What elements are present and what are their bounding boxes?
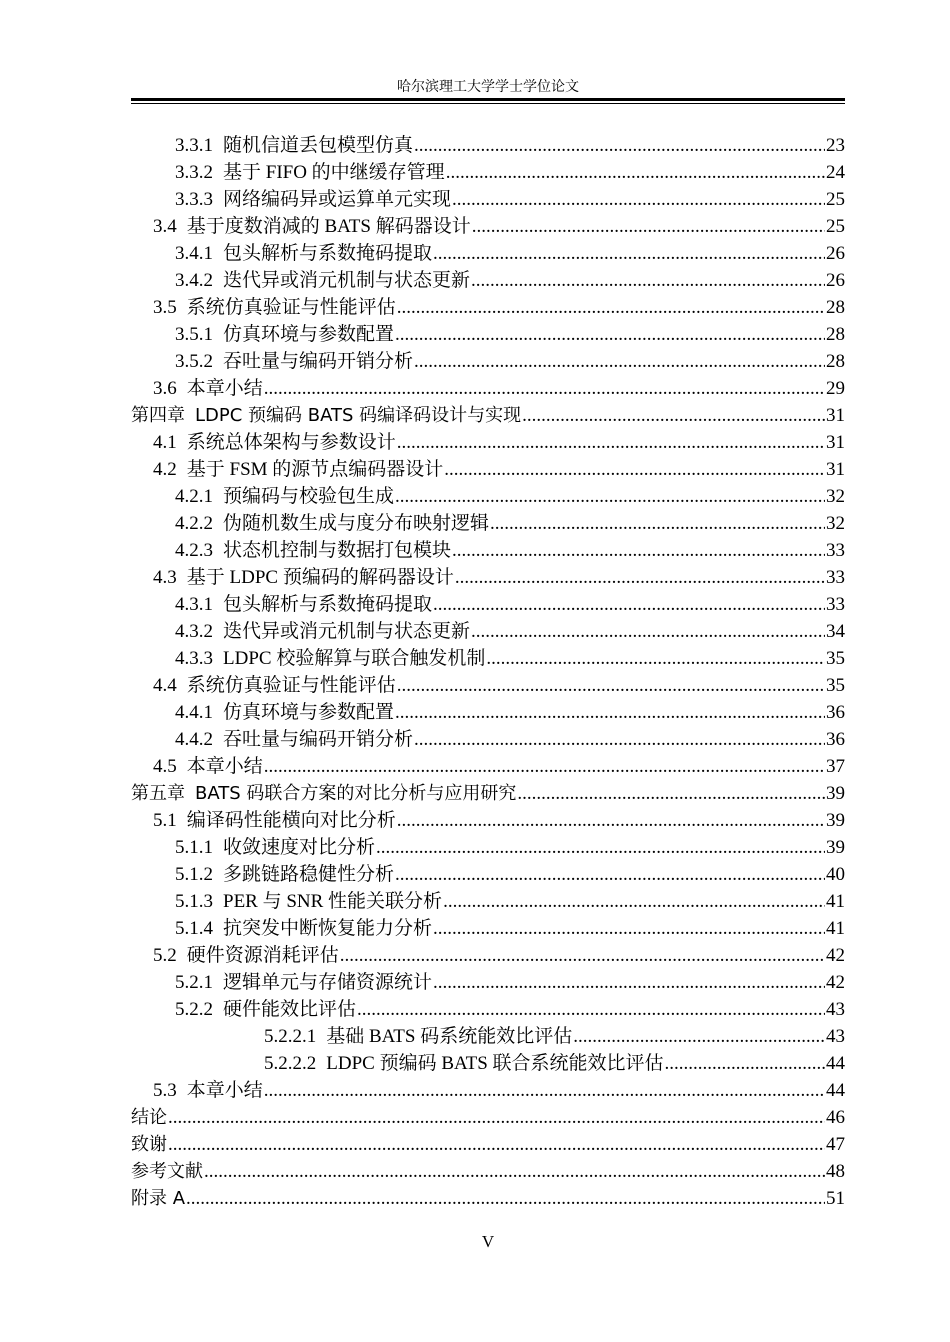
toc-entry-title: 吞吐量与编码开销分析 [223,351,414,372]
toc-leader-dots [397,294,825,321]
toc-entry-number: 4.4.1 [175,702,213,723]
toc-entry-title: 随机信道丢包模型仿真 [223,135,414,156]
toc-entry-number: 4.3.2 [175,621,213,642]
header-rule-thick [131,98,845,101]
toc-entry-title: 仿真环境与参数配置 [223,324,395,345]
toc-entry-title: 基于 FSM 的源节点编码器设计 [186,459,444,480]
toc-entry-number: 4.2 [153,459,177,480]
toc-entry-page: 34 [826,621,845,642]
toc-entry[interactable] [131,348,845,375]
toc-entry-number: 4.4.2 [175,729,213,750]
toc-entry-number: 4.2.1 [175,486,213,507]
toc-leader-dots [340,942,825,969]
toc-entry-number: 3.6 [153,378,177,399]
toc-entry-title: 迭代异或消元机制与状态更新 [223,270,471,291]
toc-entry[interactable] [131,240,845,267]
toc-leader-dots [452,537,825,564]
toc-entry[interactable] [131,1077,845,1104]
toc-entry-number: 4.3.1 [175,594,213,615]
toc-entry-page: 41 [826,891,845,912]
toc-entry[interactable] [131,132,845,159]
toc-entry[interactable] [131,1185,845,1212]
toc-entry[interactable] [131,1104,845,1131]
toc-entry[interactable] [131,726,845,753]
toc-entry[interactable] [131,267,845,294]
toc-entry-page: 35 [826,675,845,696]
toc-entry-page: 24 [826,162,845,183]
toc-entry-title: 基于度数消减的 BATS 解码器设计 [186,216,471,237]
toc-entry-title: 基于 FIFO 的中继缓存管理 [223,162,445,183]
toc-entry-page: 25 [826,189,845,210]
toc-entry-page: 31 [826,432,845,453]
toc-leader-dots [395,483,825,510]
toc-entry-number: 4.3 [153,567,177,588]
toc-entry-page: 35 [826,648,845,669]
toc-entry-page: 26 [826,270,845,291]
toc-entry-number: 3.5 [153,297,177,318]
toc-entry[interactable] [131,483,845,510]
toc-entry[interactable] [131,159,845,186]
toc-entry-number: 5.2.2.2 [264,1053,317,1074]
toc-entry-title: 包头解析与系数掩码提取 [223,594,433,615]
toc-leader-dots [357,996,825,1023]
toc-leader-dots [397,807,825,834]
toc-entry-number: 5.2.2.1 [264,1026,317,1047]
toc-leader-dots [414,132,825,159]
header-rule-thin [131,103,845,104]
toc-entry-number: 5.3 [153,1080,177,1101]
toc-entry[interactable] [131,699,845,726]
toc-entry-title: 吞吐量与编码开销分析 [223,729,414,750]
toc-leader-dots [168,1131,825,1158]
toc-entry[interactable] [131,915,845,942]
toc-entry-page: 28 [826,351,845,372]
toc-entry-title: 系统仿真验证与性能评估 [186,675,396,696]
toc-leader-dots [395,321,825,348]
toc-entry-number: 5.1.2 [175,864,213,885]
toc-entry-title: 参考文献 [131,1161,203,1182]
toc-entry-number: 3.5.2 [175,351,213,372]
toc-entry-page: 43 [826,999,845,1020]
toc-leader-dots [471,267,825,294]
toc-entry-number: 5.2.2 [175,999,213,1020]
toc-entry-title: BATS 码联合方案的对比分析与应用研究 [195,783,517,804]
toc-entry-title: 基于 LDPC 预编码的解码器设计 [186,567,454,588]
toc-entry-page: 31 [826,405,845,426]
toc-entry[interactable] [131,213,845,240]
toc-entry-title: 多跳链路稳健性分析 [223,864,395,885]
toc-entry-title: 状态机控制与数据打包模块 [223,540,452,561]
toc-leader-dots [395,699,825,726]
toc-entry[interactable] [131,645,845,672]
toc-entry-number: 3.3.1 [175,135,213,156]
toc-entry-title: 结论 [131,1107,167,1128]
toc-entry-number: 3.4.1 [175,243,213,264]
toc-entry-page: 44 [826,1053,845,1074]
toc-leader-dots [186,1185,825,1212]
toc-leader-dots [395,861,825,888]
toc-entry-number: 5.1.4 [175,918,213,939]
toc-entry[interactable] [131,753,845,780]
toc-leader-dots [455,564,825,591]
toc-entry-title: 收敛速度对比分析 [223,837,376,858]
toc-entry-number: 3.3.3 [175,189,213,210]
toc-leader-dots [433,915,825,942]
toc-entry-number: 5.2.1 [175,972,213,993]
toc-leader-dots [397,429,825,456]
toc-entry-page: 32 [826,486,845,507]
toc-entry-number: 4.4 [153,675,177,696]
toc-leader-dots [414,726,825,753]
toc-entry-title: 抗突发中断恢复能力分析 [223,918,433,939]
toc-leader-dots [452,186,825,213]
toc-entry-page: 46 [826,1107,845,1128]
toc-leader-dots [433,591,825,618]
toc-leader-dots [486,645,825,672]
toc-entry-page: 33 [826,567,845,588]
toc-entry-number: 3.3.2 [175,162,213,183]
toc-entry[interactable] [131,861,845,888]
toc-entry-title: 本章小结 [186,756,263,777]
toc-leader-dots [444,456,825,483]
toc-entry-title: LDPC 校验解算与联合触发机制 [223,648,486,669]
toc-entry[interactable] [131,780,845,807]
toc-entry-title: 逻辑单元与存储资源统计 [223,972,433,993]
toc-leader-dots [264,1077,825,1104]
toc-entry-number: 4.5 [153,756,177,777]
toc-entry-page: 31 [826,459,845,480]
toc-entry-page: 41 [826,918,845,939]
toc-entry-number: 4.2.3 [175,540,213,561]
toc-entry[interactable] [131,510,845,537]
running-header: 哈尔滨理工大学学士学位论文 [397,79,579,95]
toc-entry-page: 44 [826,1080,845,1101]
toc-entry[interactable] [131,1158,845,1185]
toc-entry[interactable] [131,807,845,834]
toc-entry-page: 26 [826,243,845,264]
page-number: V [481,1232,495,1251]
toc-leader-dots [376,834,825,861]
toc-entry-title: 硬件能效比评估 [223,999,357,1020]
toc-entry[interactable] [131,942,845,969]
toc-entry[interactable] [131,186,845,213]
toc-entry[interactable] [131,1131,845,1158]
toc-entry-page: 39 [826,837,845,858]
table-of-contents [131,132,845,1212]
toc-entry-title: 系统仿真验证与性能评估 [186,297,396,318]
toc-leader-dots [665,1050,825,1077]
toc-entry-title: 包头解析与系数掩码提取 [223,243,433,264]
toc-entry[interactable] [131,1050,845,1077]
toc-leader-dots [471,618,825,645]
toc-entry-title: 伪随机数生成与度分布映射逻辑 [223,513,490,534]
toc-entry[interactable] [131,429,845,456]
toc-entry-title: 迭代异或消元机制与状态更新 [223,621,471,642]
toc-entry[interactable] [131,996,845,1023]
toc-entry-title: 本章小结 [186,378,263,399]
toc-entry-title: 编译码性能横向对比分析 [186,810,396,831]
toc-entry[interactable] [131,888,845,915]
toc-entry[interactable] [131,564,845,591]
toc-entry-title: 仿真环境与参数配置 [223,702,395,723]
toc-entry-page: 39 [826,783,845,804]
toc-entry[interactable] [131,672,845,699]
toc-entry-page: 37 [826,756,845,777]
toc-entry-number: 4.3.3 [175,648,213,669]
toc-entry-number: 第四章 [131,405,185,426]
toc-entry-page: 48 [826,1161,845,1182]
toc-entry-page: 42 [826,972,845,993]
toc-leader-dots [443,888,825,915]
toc-entry-title: 致谢 [131,1134,167,1155]
toc-entry[interactable] [131,591,845,618]
toc-entry-title: PER 与 SNR 性能关联分析 [223,891,443,912]
toc-leader-dots [490,510,825,537]
toc-entry-page: 36 [826,729,845,750]
toc-entry[interactable] [131,537,845,564]
toc-entry-title: 本章小结 [186,1080,263,1101]
toc-entry-page: 33 [826,594,845,615]
toc-leader-dots [522,402,825,429]
toc-entry[interactable] [131,402,845,429]
toc-leader-dots [264,375,825,402]
toc-leader-dots [397,672,825,699]
toc-entry[interactable] [131,1023,845,1050]
toc-entry-page: 51 [826,1188,845,1209]
toc-entry-number: 5.2 [153,945,177,966]
toc-entry-page: 39 [826,810,845,831]
toc-entry-title: 基础 BATS 码系统能效比评估 [326,1026,573,1047]
toc-entry-page: 23 [826,135,845,156]
toc-entry-page: 40 [826,864,845,885]
toc-entry-number: 3.5.1 [175,324,213,345]
toc-entry-number: 4.2.2 [175,513,213,534]
toc-entry-number: 5.1.3 [175,891,213,912]
toc-entry-number: 3.4.2 [175,270,213,291]
toc-entry-page: 43 [826,1026,845,1047]
toc-entry[interactable] [131,375,845,402]
toc-leader-dots [472,213,825,240]
toc-entry-title: 系统总体架构与参数设计 [186,432,396,453]
toc-entry[interactable] [131,618,845,645]
toc-leader-dots [264,753,825,780]
toc-entry-title: LDPC 预编码 BATS 联合系统能效比评估 [326,1053,664,1074]
toc-entry-page: 28 [826,297,845,318]
toc-entry-page: 29 [826,378,845,399]
toc-leader-dots [204,1158,825,1185]
toc-leader-dots [168,1104,825,1131]
toc-entry-page: 32 [826,513,845,534]
toc-entry-title: 硬件资源消耗评估 [186,945,339,966]
toc-leader-dots [433,969,825,996]
toc-leader-dots [573,1023,825,1050]
toc-entry-number: 第五章 [131,783,185,804]
toc-entry-page: 25 [826,216,845,237]
toc-entry-number: 5.1.1 [175,837,213,858]
toc-entry-page: 47 [826,1134,845,1155]
toc-leader-dots [433,240,825,267]
toc-entry-title: LDPC 预编码 BATS 码编译码设计与实现 [195,405,522,426]
toc-entry[interactable] [131,969,845,996]
toc-entry-title: 预编码与校验包生成 [223,486,395,507]
toc-entry-page: 36 [826,702,845,723]
toc-entry[interactable] [131,321,845,348]
toc-entry-page: 42 [826,945,845,966]
toc-entry-title: 附录 A [131,1188,186,1209]
toc-entry-number: 3.4 [153,216,177,237]
toc-entry[interactable] [131,834,845,861]
toc-entry-number: 5.1 [153,810,177,831]
toc-entry-page: 33 [826,540,845,561]
toc-entry-title: 网络编码异或运算单元实现 [223,189,452,210]
toc-leader-dots [446,159,825,186]
toc-leader-dots [517,780,825,807]
toc-entry-page: 28 [826,324,845,345]
toc-entry[interactable] [131,456,845,483]
toc-leader-dots [414,348,825,375]
toc-entry[interactable] [131,294,845,321]
toc-entry-number: 4.1 [153,432,177,453]
